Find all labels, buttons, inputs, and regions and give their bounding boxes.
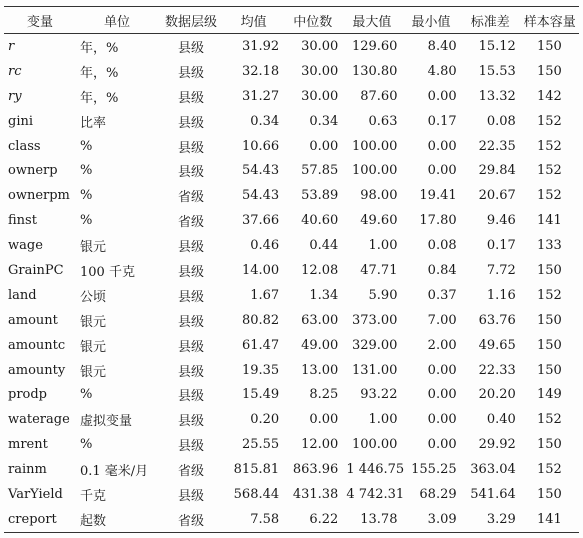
cell-data-level: 县级 — [177, 264, 204, 280]
cell-mean: 0.34 — [250, 113, 280, 129]
cell-max: 98.00 — [360, 188, 398, 204]
cell-min: 4.80 — [427, 63, 457, 79]
cell-max: 329.00 — [351, 337, 398, 353]
table-row — [4, 283, 579, 308]
table-row — [4, 382, 579, 407]
cell-data-level: 县级 — [177, 165, 204, 181]
cell-variable: class — [8, 138, 41, 154]
cell-sample-size: 150 — [536, 262, 562, 278]
cell-data-level: 省级 — [177, 190, 204, 206]
header-unit: 单位 — [103, 14, 130, 30]
cell-std-dev: 29.84 — [478, 163, 516, 179]
cell-min: 17.80 — [419, 213, 457, 229]
cell-variable: VarYield — [8, 486, 63, 502]
table-row — [4, 233, 579, 258]
table-body — [4, 34, 579, 533]
cell-unit: % — [80, 437, 93, 453]
cell-unit: % — [80, 163, 93, 179]
cell-variable: ownerpm — [8, 188, 70, 204]
table-row — [4, 134, 579, 159]
cell-min: 155.25 — [411, 462, 457, 478]
cell-max: 1.00 — [368, 238, 398, 254]
cell-unit: 虚拟变量 — [80, 414, 133, 430]
cell-max: 100.00 — [351, 163, 398, 179]
cell-data-level: 县级 — [177, 314, 204, 330]
cell-mean: 10.66 — [241, 138, 280, 154]
cell-unit: 年，% — [80, 90, 119, 106]
cell-std-dev: 20.67 — [478, 188, 516, 204]
cell-std-dev: 7.72 — [486, 262, 516, 278]
cell-sample-size: 141 — [536, 511, 562, 527]
cell-std-dev: 3.29 — [486, 511, 516, 527]
table-row — [4, 183, 579, 208]
header-data-level: 数据层级 — [164, 14, 217, 30]
cell-std-dev: 63.76 — [478, 312, 516, 328]
cell-sample-size: 152 — [536, 163, 562, 179]
cell-mean: 61.47 — [241, 337, 280, 353]
cell-std-dev: 49.65 — [478, 337, 516, 353]
cell-data-level: 县级 — [177, 40, 204, 56]
table-header — [4, 7, 579, 34]
cell-data-level: 县级 — [177, 289, 204, 305]
cell-std-dev: 0.40 — [486, 412, 516, 428]
cell-max: 1.00 — [368, 412, 398, 428]
cell-data-level: 县级 — [177, 65, 204, 81]
cell-min: 3.09 — [427, 511, 457, 527]
cell-min: 0.84 — [427, 262, 457, 278]
table-row — [4, 34, 579, 59]
cell-variable: creport — [8, 511, 57, 527]
header-row — [4, 7, 579, 34]
header-min: 最小值 — [411, 14, 451, 30]
cell-min: 0.00 — [427, 387, 457, 403]
cell-min: 0.00 — [427, 437, 457, 453]
cell-mean: 1.67 — [250, 287, 280, 303]
cell-max: 373.00 — [351, 312, 398, 328]
cell-variable: amount — [8, 312, 58, 328]
cell-data-level: 县级 — [177, 364, 204, 380]
cell-variable: finst — [8, 213, 37, 229]
cell-unit: % — [80, 188, 93, 204]
cell-min: 0.00 — [427, 412, 457, 428]
cell-std-dev: 29.92 — [478, 437, 516, 453]
header-sample-size: 样本容量 — [523, 14, 576, 30]
cell-mean: 7.58 — [250, 511, 280, 527]
table-row — [4, 358, 579, 383]
cell-data-level: 省级 — [177, 513, 204, 529]
cell-variable: rc — [8, 63, 22, 79]
cell-std-dev: 363.04 — [470, 462, 516, 478]
cell-variable: prodp — [8, 387, 48, 403]
cell-sample-size: 141 — [536, 213, 562, 229]
cell-max: 13.78 — [360, 511, 398, 527]
cell-sample-size: 150 — [536, 312, 562, 328]
cell-unit: % — [80, 387, 93, 403]
cell-sample-size: 149 — [536, 387, 562, 403]
table-row — [4, 333, 579, 358]
cell-mean: 80.82 — [241, 312, 280, 328]
cell-sample-size: 150 — [536, 362, 562, 378]
cell-data-level: 县级 — [177, 488, 204, 504]
cell-data-level: 县级 — [177, 90, 204, 106]
table-row — [4, 109, 579, 134]
cell-unit: 银元 — [80, 339, 107, 355]
cell-max: 100.00 — [351, 138, 398, 154]
cell-sample-size: 152 — [536, 188, 562, 204]
cell-median: 30.00 — [301, 88, 339, 104]
cell-std-dev: 22.35 — [478, 138, 516, 154]
cell-mean: 14.00 — [241, 262, 280, 278]
table-row — [4, 59, 579, 84]
cell-median: 49.00 — [301, 337, 339, 353]
header-mean: 均值 — [240, 14, 267, 30]
cell-sample-size: 150 — [536, 437, 562, 453]
cell-min: 0.00 — [427, 138, 457, 154]
cell-median: 0.44 — [309, 238, 339, 254]
cell-min: 0.17 — [427, 113, 457, 129]
cell-unit: 年，% — [80, 40, 119, 56]
cell-mean: 0.46 — [250, 238, 280, 254]
cell-sample-size: 150 — [536, 486, 562, 502]
cell-median: 6.22 — [309, 511, 339, 527]
cell-mean: 37.66 — [241, 213, 280, 229]
cell-min: 8.40 — [427, 38, 457, 54]
table-row — [4, 457, 579, 482]
cell-variable: ry — [8, 88, 22, 104]
cell-max: 0.63 — [368, 113, 398, 129]
table-row — [4, 308, 579, 333]
descriptive-statistics-table — [4, 6, 579, 533]
cell-median: 30.00 — [301, 63, 339, 79]
cell-median: 1.34 — [309, 287, 339, 303]
cell-median: 8.25 — [309, 387, 339, 403]
cell-data-level: 县级 — [177, 240, 204, 256]
header-median: 中位数 — [293, 14, 333, 30]
cell-unit: 100 千克 — [80, 264, 135, 280]
cell-std-dev: 15.12 — [478, 38, 516, 54]
cell-median: 53.89 — [301, 188, 339, 204]
cell-sample-size: 152 — [536, 287, 562, 303]
cell-std-dev: 15.53 — [478, 63, 516, 79]
cell-unit: 年，% — [80, 65, 119, 81]
cell-median: 0.00 — [309, 412, 339, 428]
cell-min: 0.00 — [427, 163, 457, 179]
cell-sample-size: 150 — [536, 337, 562, 353]
cell-mean: 31.92 — [241, 38, 280, 54]
cell-sample-size: 150 — [536, 38, 562, 54]
cell-max: 131.00 — [351, 362, 398, 378]
cell-median: 0.34 — [309, 113, 339, 129]
cell-unit: % — [80, 213, 93, 229]
cell-data-level: 县级 — [177, 389, 204, 405]
cell-std-dev: 1.16 — [486, 287, 516, 303]
cell-min: 68.29 — [419, 486, 457, 502]
cell-data-level: 县级 — [177, 414, 204, 430]
cell-data-level: 县级 — [177, 339, 204, 355]
table-row — [4, 407, 579, 432]
table-row — [4, 432, 579, 457]
cell-max: 4 742.31 — [346, 486, 405, 502]
cell-std-dev: 0.08 — [486, 113, 516, 129]
cell-variable: r — [8, 38, 15, 54]
cell-unit: 比率 — [80, 115, 107, 131]
cell-min: 0.08 — [427, 238, 457, 254]
cell-median: 40.60 — [301, 213, 339, 229]
cell-std-dev: 0.17 — [486, 238, 516, 254]
cell-min: 2.00 — [427, 337, 457, 353]
cell-variable: rainm — [8, 462, 47, 478]
cell-mean: 32.18 — [241, 63, 280, 79]
cell-max: 87.60 — [360, 88, 398, 104]
table-row — [4, 158, 579, 183]
cell-mean: 568.44 — [233, 486, 280, 502]
cell-data-level: 县级 — [177, 140, 204, 156]
table-row — [4, 482, 579, 507]
cell-data-level: 省级 — [177, 464, 204, 480]
header-variable: 变量 — [26, 14, 53, 30]
cell-sample-size: 152 — [536, 113, 562, 129]
cell-variable: GrainPC — [8, 262, 64, 278]
cell-min: 7.00 — [427, 312, 457, 328]
cell-std-dev: 22.33 — [478, 362, 516, 378]
cell-sample-size: 152 — [536, 412, 562, 428]
cell-sample-size: 152 — [536, 462, 562, 478]
cell-data-level: 县级 — [177, 439, 204, 455]
cell-median: 57.85 — [301, 163, 339, 179]
cell-variable: amountc — [8, 337, 66, 353]
table-row — [4, 507, 579, 532]
cell-mean: 25.55 — [241, 437, 280, 453]
cell-unit: 0.1 毫米/月 — [80, 464, 149, 480]
cell-variable: gini — [8, 113, 34, 129]
cell-sample-size: 152 — [536, 138, 562, 154]
cell-median: 863.96 — [292, 462, 339, 478]
cell-median: 12.00 — [301, 437, 339, 453]
cell-mean: 31.27 — [241, 88, 280, 104]
cell-variable: mrent — [8, 437, 48, 453]
cell-min: 0.00 — [427, 362, 457, 378]
cell-unit: 千克 — [80, 488, 107, 504]
cell-data-level: 县级 — [177, 115, 204, 131]
cell-mean: 815.81 — [233, 462, 280, 478]
cell-max: 130.80 — [351, 63, 398, 79]
cell-min: 0.00 — [427, 88, 457, 104]
cell-max: 93.22 — [360, 387, 398, 403]
cell-max: 5.90 — [368, 287, 398, 303]
cell-mean: 19.35 — [241, 362, 280, 378]
table-row — [4, 84, 579, 109]
cell-median: 63.00 — [301, 312, 339, 328]
cell-sample-size: 150 — [536, 63, 562, 79]
cell-unit: 起数 — [80, 513, 107, 529]
cell-max: 49.60 — [360, 213, 398, 229]
cell-sample-size: 133 — [536, 238, 562, 254]
cell-median: 13.00 — [301, 362, 339, 378]
cell-max: 129.60 — [351, 38, 398, 54]
cell-data-level: 省级 — [177, 215, 204, 231]
cell-variable: ownerp — [8, 163, 58, 179]
cell-max: 1 446.75 — [346, 462, 405, 478]
cell-mean: 54.43 — [241, 163, 280, 179]
cell-variable: amounty — [8, 362, 66, 378]
cell-median: 431.38 — [292, 486, 339, 502]
cell-variable: wage — [8, 238, 43, 254]
cell-mean: 15.49 — [241, 387, 280, 403]
cell-unit: 公顷 — [80, 289, 107, 305]
cell-mean: 0.20 — [250, 412, 280, 428]
cell-std-dev: 541.64 — [470, 486, 516, 502]
cell-unit: % — [80, 138, 93, 154]
cell-std-dev: 20.20 — [478, 387, 516, 403]
cell-median: 12.08 — [301, 262, 339, 278]
cell-min: 0.37 — [427, 287, 457, 303]
cell-variable: land — [8, 287, 37, 303]
cell-mean: 54.43 — [241, 188, 280, 204]
header-max: 最大值 — [352, 14, 392, 30]
cell-std-dev: 13.32 — [478, 88, 516, 104]
cell-unit: 银元 — [80, 240, 107, 256]
cell-sample-size: 142 — [536, 88, 562, 104]
cell-max: 47.71 — [360, 262, 398, 278]
cell-unit: 银元 — [80, 364, 107, 380]
cell-min: 19.41 — [419, 188, 457, 204]
table-row — [4, 258, 579, 283]
cell-max: 100.00 — [351, 437, 398, 453]
cell-median: 0.00 — [309, 138, 339, 154]
cell-unit: 银元 — [80, 314, 107, 330]
cell-median: 30.00 — [301, 38, 339, 54]
table-row — [4, 208, 579, 233]
cell-std-dev: 9.46 — [486, 213, 516, 229]
cell-variable: waterage — [8, 412, 70, 428]
header-std-dev: 标准差 — [470, 14, 510, 30]
